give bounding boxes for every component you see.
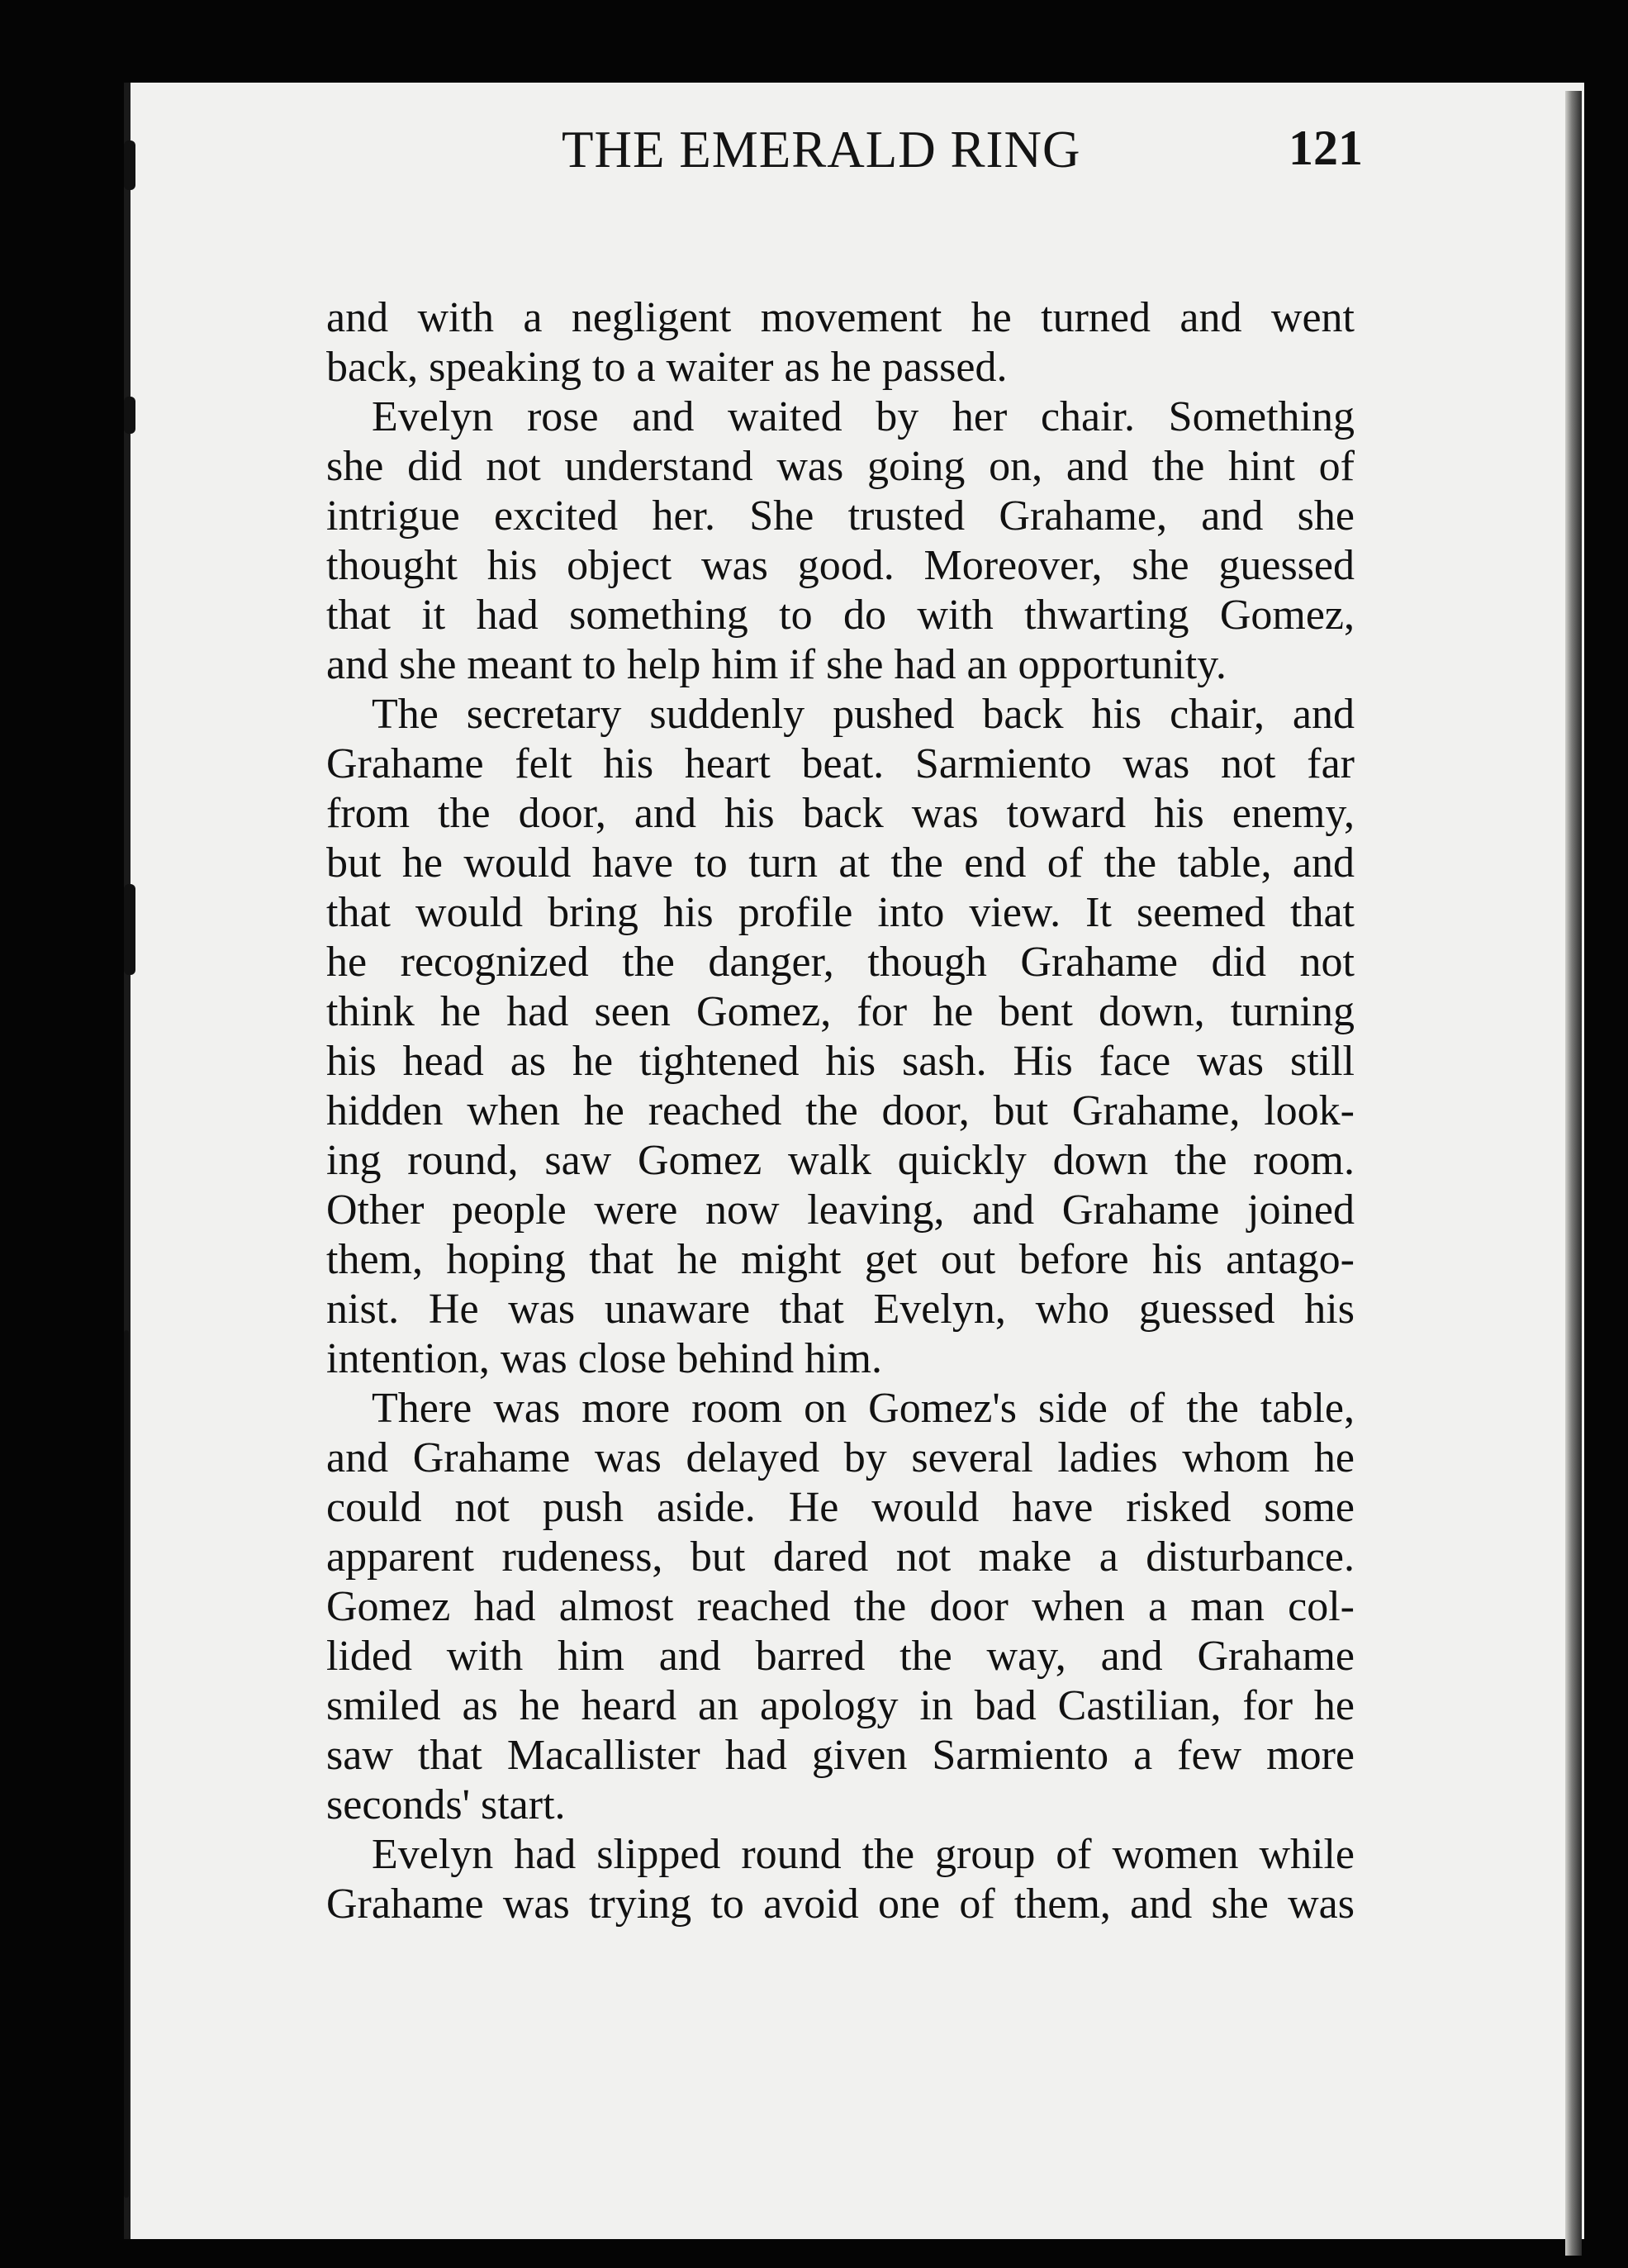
text-line: intrigue excited her. She trusted Grahame, and she [326, 492, 1355, 540]
running-title: THE EMERALD RING [562, 121, 1081, 178]
binding-mark [124, 397, 135, 434]
binding-mark [124, 884, 135, 975]
text-line: but he would have to turn at the end of the table, and [326, 839, 1355, 887]
text-line: and Grahame was delayed by several ladies whom he [326, 1434, 1355, 1481]
text-line: and with a negligent movement he turned and went [326, 294, 1355, 341]
text-line: seconds' start. [326, 1781, 566, 1828]
text-line: apparent rudeness, but dared not make a disturbance. [326, 1533, 1355, 1581]
text-line: that would bring his profile into view. It seemed that [326, 889, 1355, 936]
binding-mark [124, 1330, 129, 2198]
text-line: Other people were now leaving, and Grahame joined [326, 1186, 1355, 1234]
text-line: back, speaking to a waiter as he passed. [326, 344, 1008, 391]
text-line: The secretary suddenly pushed back his chair, and [372, 691, 1355, 738]
text-line: smiled as he heard an apology in bad Castilian, for he [326, 1682, 1355, 1729]
text-line: Evelyn had slipped round the group of women while [372, 1831, 1355, 1878]
text-line: Grahame was trying to avoid one of them, and she was [326, 1880, 1355, 1928]
text-line: intention, was close behind him. [326, 1335, 883, 1382]
text-line: that it had something to do with thwarting Gomez, [326, 592, 1355, 639]
text-line: could not push aside. He would have risked some [326, 1484, 1355, 1531]
text-line: Evelyn rose and waited by her chair. Something [372, 393, 1355, 440]
text-line: thought his object was good. Moreover, she guessed [326, 542, 1355, 589]
text-line: saw that Macallister had given Sarmiento a few more [326, 1732, 1355, 1779]
text-line: from the door, and his back was toward his enemy, [326, 790, 1355, 837]
text-line: his head as he tightened his sash. His face was still [326, 1038, 1355, 1085]
text-line: she did not understand was going on, and the hint of [326, 443, 1355, 490]
text-line: There was more room on Gomez's side of the table, [372, 1385, 1355, 1432]
text-line: he recognized the danger, though Grahame did not [326, 939, 1355, 986]
text-line: hidden when he reached the door, but Grahame, look- [326, 1087, 1355, 1134]
page-edge [1565, 91, 1582, 2256]
text-line: Gomez had almost reached the door when a man col- [326, 1583, 1355, 1630]
text-line: Grahame felt his heart beat. Sarmiento was not far [326, 740, 1355, 787]
text-line: nist. He was unaware that Evelyn, who guessed his [326, 1286, 1355, 1333]
running-header [124, 120, 1363, 186]
page-number: 121 [1289, 121, 1363, 175]
text-line: and she meant to help him if she had an opportunity. [326, 641, 1227, 688]
body-text [326, 293, 1355, 1929]
text-line: ing round, saw Gomez walk quickly down the room. [326, 1137, 1355, 1184]
text-line: think he had seen Gomez, for he bent down, turning [326, 988, 1355, 1035]
text-line: them, hoping that he might get out before his antago- [326, 1236, 1355, 1283]
text-line: lided with him and barred the way, and Grahame [326, 1633, 1355, 1680]
